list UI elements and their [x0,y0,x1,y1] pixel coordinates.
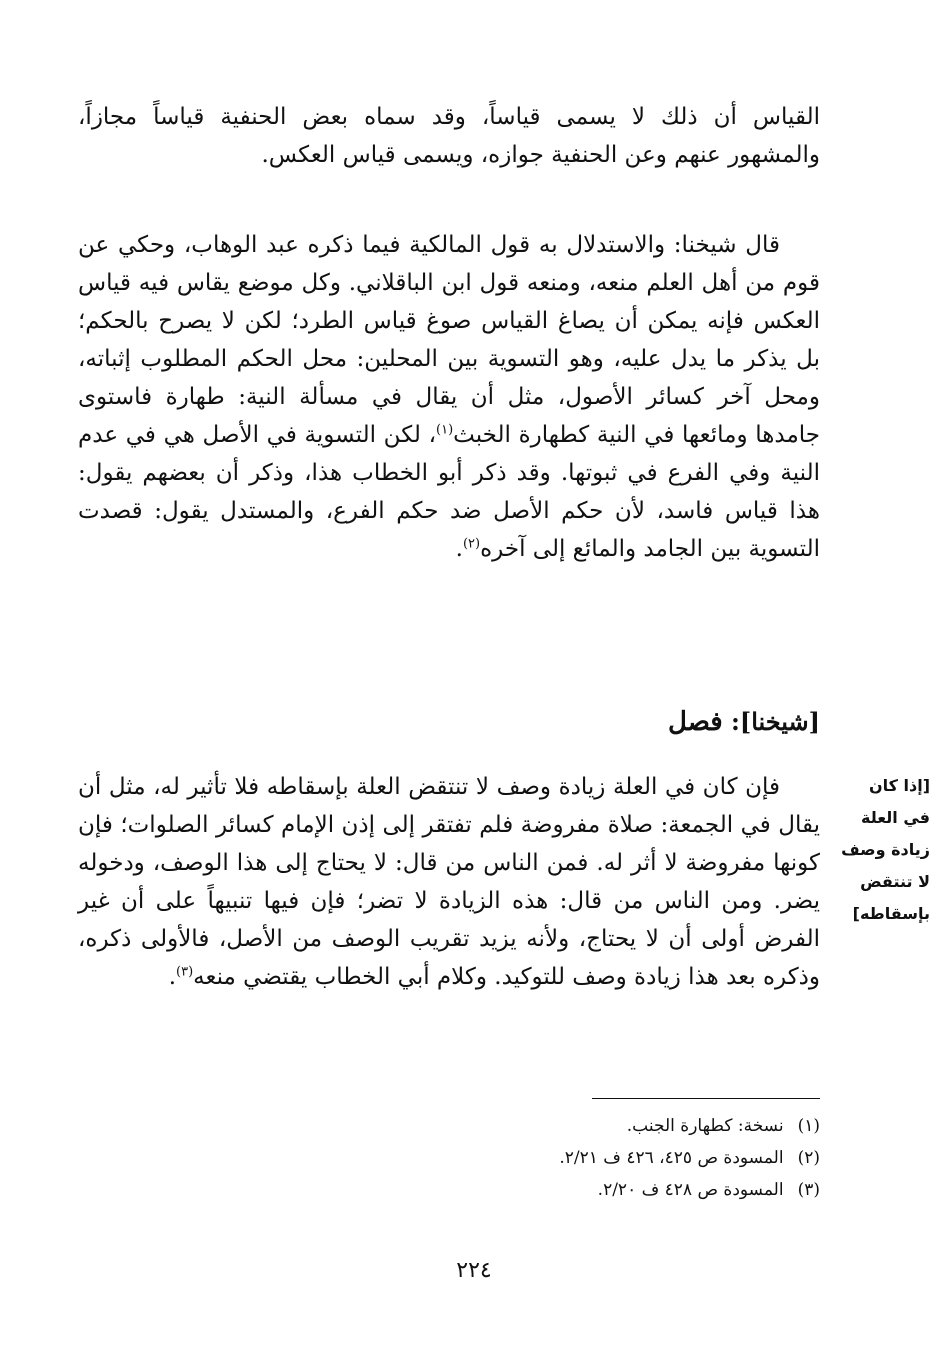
footnote-2 [300,1142,820,1174]
margin-note: [إذا كان في العلة زيادة وصف لا تنتقض بإسقاطه] [841,776,930,923]
section-heading [668,702,820,742]
paragraph-1-text: القياس أن ذلك لا يسمى قياساً، وقد سماه بعض الحنفية قياساً مجازاً، والمشهور عنهم وعن الحنفية جوازه، ويسمى قياس العكس. [78,104,820,168]
page-number: ٢٢٤ [456,1258,492,1283]
paragraph-2 [78,226,820,568]
footnote-1 [300,1110,820,1142]
paragraph-3-text-a: فإن كان في العلة زيادة وصف لا تنتقض العلة بإسقاطه فلا تأثير له، مثل أن يقال في الجمعة: صلاة مفروضة فلم تفتقر إلى إذن الإمام كسائر الصلوات؛ فإن كونها مفروضة لا أثر له. فمن الناس من قال: لا يحتاج إلى هذا الوصف، ودخوله يضر. ومن الناس من قال: هذه الزيادة لا تضر؛ فإن فيها تنبيهاً على أن غير الفرض أولى أن لا يحتاج، ولأنه يزيد تقريب الوصف من الأصل، فالأولى ذكره، وذكره بعد هذا زيادة وصف للتوكيد. وكلام أبي الخطاب يقتضي منعه [78,774,820,990]
footnote-3-text: المسودة ص ٤٢٨ ف ٢/٢٠. [597,1180,784,1200]
paragraph-3 [78,768,820,996]
paragraph-2-text-c: . [455,536,463,562]
footnote-3 [300,1174,820,1206]
paragraph-1 [78,98,820,174]
footnote-3-number: (٣) [797,1180,820,1200]
footnotes [300,1110,820,1206]
footnote-divider [592,1098,820,1099]
footnote-ref-1: (١) [436,422,454,438]
paragraph-2-text-b: ، لكن التسوية في الأصل هي في عدم النية وفي الفرع في ثبوتها. وقد ذكر أبو الخطاب هذا، وذكر أن بعضهم يقول: هذا قياس فاسد، لأن حكم الأصل ضد حكم الفرع، والمستدل يقول: قصدت التسوية بين الجامد والمائع إلى آخره [78,422,820,562]
footnote-1-text: نسخة: كطهارة الجنب. [626,1116,784,1136]
footnote-2-text: المسودة ص ٤٢٥، ٤٢٦ ف ٢/٢١. [559,1148,784,1168]
paragraph-3-body [78,768,820,996]
section-heading-bracket: [شيخنا]: [731,707,820,736]
paragraph-2-text-a: قال شيخنا: والاستدلال به قول المالكية فيما ذكره عبد الوهاب، وحكي عن قوم من أهل العلم منعه، ومنعه قول ابن الباقلاني. وكل موضع يقاس فيه قياس العكس فإنه يمكن أن يصاغ القياس صوغ قياس الطرد؛ لكن لا يصرح بالحكم؛ بل يذكر ما يدل عليه، وهو التسوية بين المحلين: محل الحكم المطلوب إثباته، ومحل آخر كسائر الأصول، مثل أن يقال في مسألة النية: طهارة فاستوى جامدها ومائعها في النية كطهارة الخبث [78,232,820,448]
footnote-ref-2: (٢) [462,536,481,552]
section-heading-title: فصل [668,707,723,737]
footnote-1-number: (١) [797,1116,820,1136]
paragraph-3-text-b: . [168,964,177,990]
paragraph-2-body [78,226,820,568]
footnote-ref-3: (٣) [176,964,194,980]
footnote-2-number: (٢) [797,1148,820,1168]
